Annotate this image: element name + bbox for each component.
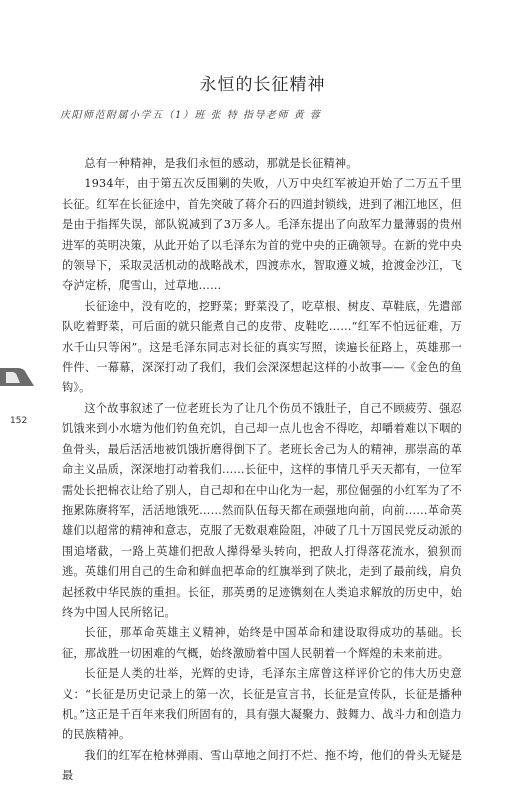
paragraph: 长征是人类的壮举，光辉的史诗，毛泽东主席曾这样评价它的伟大历史意义：“长征是历史记录上的第一次，长征是宣言书，长征是宣传队，长征是播种机。”这正是千百年来我们所固有的，具有强大凝聚力、鼓舞力、战斗力和创造力的民族精神。 xyxy=(62,667,462,742)
page-marker-shape-icon xyxy=(0,366,34,388)
paragraph: 总有一种精神，是我们永恒的感动，那就是长征精神。 xyxy=(84,157,358,170)
paragraph: 1934年，由于第五次反围剿的失败，八万中央红军被迫开始了二万五千里长征。红军在长征途中，首先突破了蒋介石的四道封锁线，进到了湘江地区，但是由于指挥失误，部队锐减到了3万多人。毛泽东提出了向敌军力量薄弱的贵州进军的英明决策，从此开始了以毛泽东为首的党中央的正确领导。在新的党中央的领导下，采取灵活机动的战略战术，四渡赤水，智取遵义城，抢渡金沙江，飞夺泸定桥，爬雪山，过草地…… xyxy=(62,177,462,293)
article-body xyxy=(62,154,462,787)
article-byline: 庆阳师范附属小学五（1）班 张 特 指导老师 黄 蓉 xyxy=(60,110,322,121)
paragraph: 长征途中，没有吃的，挖野菜；野菜没了，吃草根、树皮、草鞋底，先遣部队吃着野菜，可后面的就只能煮自己的皮带、皮鞋吃……“红军不怕远征难，万水千山只等闲”。这是毛泽东同志对长征的真实写照，读遍长征路上，英雄那一件件、一幕幕，深深打动了我们，我们会深深想起这样的小故事——《金色的鱼钩》。 xyxy=(62,299,462,395)
page-marker-tab xyxy=(0,366,34,388)
paragraph: 长征，那革命英雄主义精神，始终是中国革命和建设取得成功的基础。长征，那战胜一切困难的气概，始终激励着中国人民朝着一个辉煌的未来前进。 xyxy=(62,626,462,660)
article-title: 永恒的长征精神 xyxy=(199,75,326,95)
page-number: 152 xyxy=(10,416,28,426)
paragraph: 我们的红军在枪林弹雨、雪山草地之间打不烂、拖不垮，他们的骨头无疑是最 xyxy=(62,748,462,783)
paragraph: 这个故事叙述了一位老班长为了让几个伤员不饿肚子，自己不顾疲劳、强忍饥饿来到小水塘为他们钓鱼充饥，自己却一点儿也舍不得吃，却嚼着难以下咽的鱼骨头，最后活活地被饥饿折磨得倒下了。老班长舍己为人的精神，那崇高的革命主义品质，深深地打动着我们……长征中，这样的事情几乎天天都有，一位军需处长把棉衣让给了别人，自己却和在中山化为一起，那位倔强的小红军为了不拖累陈赓将军，活活地饿死……然而队伍每天都在顽强地向前，向前……革命英雄们以超常的精神和意志，克服了无数艰难险阻，冲破了几十万国民党反动派的围追堵截，一路上英雄们把敌人撵得晕头转向，把敌人打得落花流水，狼狈而逃。英雄们用自己的生命和鲜血把革命的红旗举到了陕北，走到了最前线，肩负起拯救中华民族的重担。长征，那英勇的足迹镌刻在人类追求解放的历史中，始终为中国人民所铭记。 xyxy=(62,401,462,619)
